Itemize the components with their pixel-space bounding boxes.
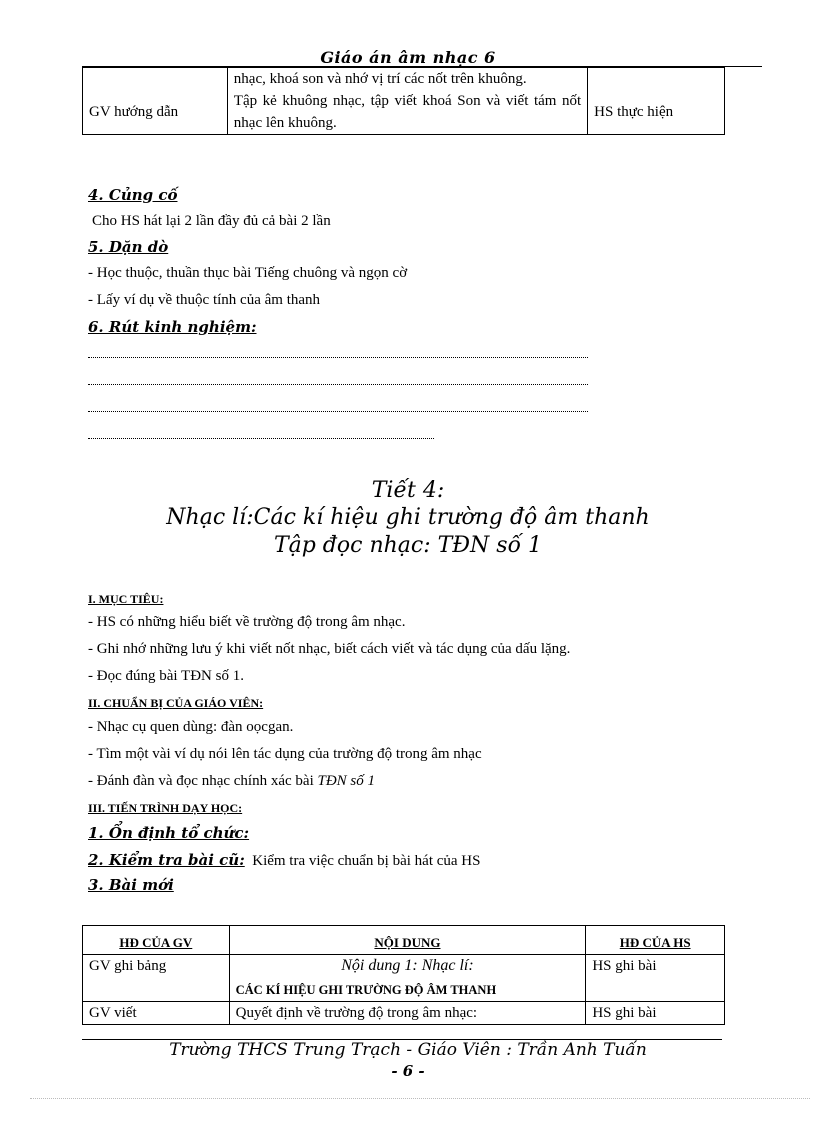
column-header: HĐ CỦA HS <box>586 926 725 955</box>
objective-item: - Đọc đúng bài TĐN số 1. <box>88 668 244 684</box>
objective-item: - Ghi nhớ những lưu ý khi viết nốt nhạc, biết cách viết và tác dụng của dấu lặng. <box>88 641 571 657</box>
preparation-heading: II. CHUẨN BỊ CỦA GIÁO VIÊN: <box>88 696 264 710</box>
step-new-lesson: 3. Bài mới <box>88 876 174 894</box>
column-header: NỘI DUNG <box>229 926 586 955</box>
section-heading-reflection: 6. Rút kinh nghiệm: <box>88 318 257 336</box>
objective-item: - HS có những hiểu biết về trường độ trong âm nhạc. <box>88 614 406 630</box>
section-heading-homework: 5. Dặn dò <box>88 238 169 256</box>
step-organization: 1. Ổn định tổ chức: <box>88 824 250 842</box>
preparation-item: - Tìm một vài ví dụ nói lên tác dụng của trường độ trong âm nhạc <box>88 746 482 762</box>
teacher-activity-cell: GV hướng dẫn <box>83 68 228 135</box>
page-header-title: Giáo án âm nhạc 6 <box>320 48 496 67</box>
table-row: GV viết Quyết định về trường độ trong âm nhạc: HS ghi bài <box>83 1002 725 1025</box>
lesson-title-reading: Tập đọc nhạc: TĐN số 1 <box>273 533 543 558</box>
table-row <box>83 68 725 135</box>
dotted-line <box>88 384 588 385</box>
page-edge-dots <box>30 1098 810 1099</box>
section-heading-consolidation: 4. Củng cố <box>88 186 178 204</box>
preparation-item: - Đánh đàn và đọc nhạc chính xác bài TĐN số 1 <box>88 773 376 789</box>
homework-item: - Lấy ví dụ về thuộc tính của âm thanh <box>88 292 321 308</box>
procedure-heading: III. TIẾN TRÌNH DẠY HỌC: <box>88 801 243 815</box>
objectives-heading: I. MỤC TIÊU: <box>88 592 164 606</box>
dotted-line <box>88 411 588 412</box>
content-cell: nhạc, khoá son và nhớ vị trí các nốt trên khuông. Tập kẻ khuông nhạc, tập viết khoá Son và viết tám nốt nhạc lên khuông. <box>227 68 587 135</box>
lesson-title-theory: Nhạc lí:Các kí hiệu ghi trường độ âm thanh <box>166 505 650 530</box>
student-activity-cell: HS thực hiện <box>588 68 725 135</box>
preparation-item: - Nhạc cụ quen dùng: đàn oọcgan. <box>88 719 294 735</box>
activity-table-main <box>82 925 725 1025</box>
lesson-number: Tiết 4: <box>371 478 445 503</box>
dotted-line <box>88 357 588 358</box>
step-review: 2. Kiểm tra bài cũ: Kiểm tra việc chuẩn bị bài hát của HS <box>88 851 481 869</box>
column-header: HĐ CỦA GV <box>83 926 230 955</box>
table-row: GV ghi bảng Nội dung 1: Nhạc lí: CÁC KÍ HIỆU GHI TRƯỜNG ĐỘ ÂM THANH HS ghi bài <box>83 955 725 1002</box>
activity-table-top <box>82 67 725 135</box>
dotted-line <box>88 438 434 439</box>
page-number: - 6 - <box>391 1062 425 1080</box>
homework-item: - Học thuộc, thuần thục bài Tiếng chuông và ngọn cờ <box>88 265 408 281</box>
consolidation-text: Cho HS hát lại 2 lần đầy đủ cả bài 2 lần <box>92 213 331 229</box>
table-header-row <box>83 926 725 955</box>
footer-text: Trường THCS Trung Trạch - Giáo Viên : Trần Anh Tuấn <box>169 1040 647 1060</box>
